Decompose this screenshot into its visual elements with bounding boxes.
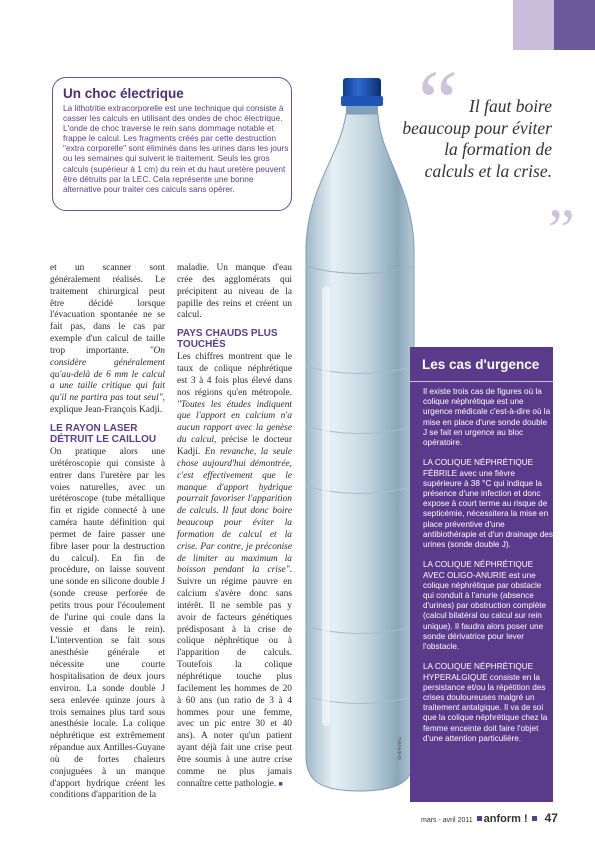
section-heading: PAYS CHAUDS PLUS TOUCHÉS: [177, 328, 278, 351]
paragraph: [177, 352, 292, 790]
choc-title: Un choc électrique: [63, 86, 184, 101]
urgence-paragraph: LA COLIQUE NÉPHRÉTIQUE HYPERALGIQUE consiste en la persistance et/ou la répétition des crises douloureuses malgré un traitement antalgique. Il va de soi que la colique néphrétique chez la femme enceinte doit faire l'objet d'une attention particulière.: [423, 662, 548, 743]
square-bullet-icon: [532, 816, 537, 821]
end-mark: ■: [278, 779, 283, 788]
divider: [410, 381, 553, 382]
magazine-brand: anform !: [483, 813, 528, 825]
quote-span: En revanche, la seule chose aujourd'hui démontrée, c'est effectivement que le manque d'apport hydrique pourrait favoriser l'apparition de calculs. Il faut donc boire beaucoup pour éviter la formation de calcul et la crise. Par contre, je préconise de limiter au maximum la boisson pendant la crise": [177, 446, 292, 576]
choc-electrique-box: [52, 77, 292, 211]
article-column-2: [177, 263, 292, 790]
photo-credit: ©HERVIEU: [397, 736, 402, 760]
urgence-paragraph: LA COLIQUE NÉPHRÉTIQUE AVEC OLIGO-ANURIE est une colique néphrétique par obstacle qui conduit à l'anurie (absence d'urines) par obstruction complète (calcul bilatéral ou calcul sur rein unique). Il faudra alors poser une sonde dérivatrice pour lever l'obstacle.: [423, 560, 547, 652]
page-footer: [421, 809, 558, 827]
text-span: Les chiffres montrent que le taux de colique néphrétique est 3 à 4 fois plus élevé dans nos régions qu'en métropole.: [177, 352, 292, 398]
text-span: , explique Jean-François Kadji.: [50, 393, 165, 416]
article-column-1: [50, 263, 165, 802]
corner-block-light: [513, 0, 554, 50]
text-span: , précise le docteur Kadji.: [177, 435, 292, 457]
issue-date: mars - avril 2011: [421, 817, 473, 824]
choc-text: La lithotritie extracorporelle est une technique qui consiste à casser les calculs en utilisant des ondes de choc électrique. L'onde de choc traverse le rein sans dommage notable et frappe le calcul. Les fragments créés par cette destruction "extra corporelle" sont éliminés dans les urines dans les jours ou les semaines qui suivent le traitement. Seuls les gros calculs (supérieur à 1 cm) du rein et du haut uretère peuvent être détruits par la LEC. Cela représente une bonne alternative pour traiter ces calculs sans opérer.: [63, 103, 289, 194]
text-span: . Suivre un régime pauvre en calcium s'avère donc sans intérêt. Il ne semble pas y avoir de facteurs génétiques prédisposant à la crise de colique néphrétique ou à l'apparition de calculs. Toutefois la colique néphrétique touche plus facilement les hommes de 20 à 60 ans (un ratio de 3 à 4 hommes pour une femme, avec un pic entre 30 et 40 ans). A noter qu'un patient ayant déjà fait une crise peut être soumis à une autre crise comme ne plus jamais connaître cette pathologie.: [177, 565, 292, 789]
close-quote-mark: ”: [548, 197, 575, 263]
pull-quote: Il faut boire beaucoup pour éviter la formation de calculs et la crise.: [402, 96, 552, 181]
page-number: 47: [544, 811, 558, 825]
square-bullet-icon: [477, 816, 482, 821]
corner-block-dark: [554, 0, 595, 50]
urgence-title: Les cas d'urgence: [422, 357, 540, 372]
open-quote-mark: “: [418, 53, 458, 152]
urgence-paragraph: LA COLIQUE NÉPHRÉTIQUE FÉBRILE avec une fièvre supérieure à 38 °C qui indique la présence d'une infection et donc expose à court terme au risque de septicémie, nécessitera la mise en place préventive d'une antibiothérapie et d'un drainage des urines (sonde double J).: [423, 458, 553, 550]
text-span: et un scanner sont généralement réalisés. Le traitement chirurgical peut être décidé lorsque l'évacuation spontanée ne se fait pas, dans le cas par exemple d'un calcul de taille trop importante.: [50, 263, 165, 356]
urgence-body: [423, 387, 553, 754]
section-heading: LE RAYON LASER DÉTRUIT LE CAILLOU: [50, 422, 157, 445]
paragraph: On pratique alors une urétéroscopie qui consiste à entrer dans l'uretère par les voies naturelles, avec un urétéroscope (tube métallique fin et rigide connecté à une caméra haute définition qui permet de faire passer une fibre laser pour la destruction du calcul). En fin de procédure, on laisse souvent une sonde en silicone double J (sonde creuse perforée de petits trous pour l'écoulement de l'urine qui coule dans la vessie et dans le rein). L'intervention se fait sous anesthésie générale et nécessite une courte hospitalisation de deux jours environ. La sonde double J sera enlevée quinze jours à trois semaines plus tard sous anesthésie locale. La colique néphrétique est extrêmement répandue aux Antilles-Guyane où de fortes chaleurs conjuguées à un manque d'apport hydrique créent les conditions d'apparition de la: [50, 446, 165, 801]
paragraph: [50, 263, 165, 417]
urgence-box: [410, 347, 553, 802]
quote-span: "Toutes les études indiquent que l'apport en calcium n'a aucun rapport avec la genèse du calcul: [177, 399, 292, 446]
urgence-paragraph: Il existe trois cas de figures où la colique néphrétique est une urgence médicale c'est-à-dire où la mise en place d'une sonde double J se fait en urgence au bloc opératoire.: [423, 387, 551, 448]
quote-span: "On considère généralement qu'au-delà de 6 mm le calcul a une taille critique qui fait qu'il ne partira pas tout seul": [50, 345, 165, 404]
paragraph: maladie. Un manque d'eau crée des agglomérats qui précipitent au niveau de la papille des reins et créent un calcul.: [177, 263, 292, 321]
